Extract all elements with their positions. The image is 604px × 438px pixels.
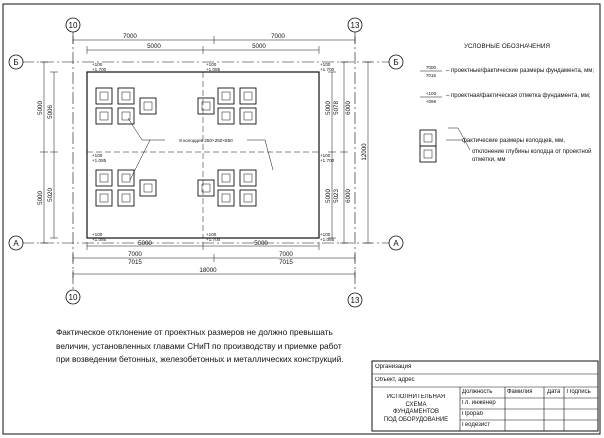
note-leader-left2: [130, 140, 150, 180]
dim-top-upper-right: 7000: [271, 33, 285, 40]
well-2-1: [118, 170, 134, 186]
level-top-right-a: +100: [320, 62, 331, 67]
dim-left-outer-top: 5000: [37, 101, 44, 115]
well-1-4: [198, 98, 214, 114]
well-3-0-inner: [222, 174, 230, 182]
note-line-3: при возведении бетонных, железобетонных и металлических конструкций.: [56, 354, 344, 365]
well-3-2: [218, 190, 234, 206]
well-1-2-inner: [222, 112, 230, 120]
well-0-1-inner: [122, 92, 130, 100]
well-2-0: [96, 170, 112, 186]
axis-label-a-left: A: [13, 239, 19, 248]
level-top-mid-a: +100: [206, 62, 217, 67]
level-top-left-a: +100: [92, 62, 103, 67]
dim-bottom-mid-left-actual: 7015: [128, 259, 142, 266]
axis-label-b-right: Б: [393, 58, 399, 67]
level-top-left-b: +1.700: [92, 67, 107, 72]
stamp-header-surname: Фамилия: [507, 389, 533, 395]
legend-sym1-bottom: 7015: [425, 73, 437, 78]
wells-note: 8 колодцев 250×250×850: [179, 138, 233, 143]
well-0-0-inner: [100, 92, 108, 100]
dim-right-upper-b: 5078: [333, 101, 340, 115]
stamp-title: [372, 394, 460, 424]
level-mid-right-a: +100: [320, 153, 331, 158]
stamp-title-line-4: ПОД ОБОРУДОВАНИЕ: [383, 416, 449, 423]
axis-label-13-bottom: 13: [350, 296, 360, 305]
well-3-3-inner: [244, 194, 252, 202]
stamp-header-date: Дата: [547, 389, 561, 395]
well-2-3-inner: [122, 194, 130, 202]
top-dimensions: [73, 36, 355, 54]
stamp-title-line-1: ИСПОЛНИТЕЛЬНАЯ: [386, 394, 446, 400]
legend-well-b-inner: [424, 150, 432, 158]
legend-title: УСЛОВНЫЕ ОБОЗНАЧЕНИЯ: [464, 43, 551, 50]
level-mid-left-b: +1.085: [92, 158, 107, 163]
well-0-2-inner: [100, 112, 108, 120]
legend-well-a-inner: [424, 134, 432, 142]
well-1-1: [240, 88, 256, 104]
note-line-1: Фактическое отклонение от проектных размеров не должно превышать: [56, 327, 333, 337]
level-bot-right-a: +100: [320, 232, 331, 237]
dim-right-lower-b: 5023: [333, 189, 340, 203]
well-0-1: [118, 88, 134, 104]
stamp-object: Объект, адрес: [375, 377, 415, 383]
well-3-4: [198, 180, 214, 196]
legend-sym2-bottom: +096: [425, 99, 437, 104]
axis-label-b-left: Б: [13, 58, 19, 67]
well-2-4-inner: [144, 184, 152, 192]
dim-right-upper-a: 5000: [325, 101, 332, 115]
legend-sym1-top: 7000: [425, 65, 437, 70]
legend-well-symbol: [420, 130, 436, 162]
level-bot-left-a: +100: [92, 232, 103, 237]
dim-top-upper-left: 7000: [123, 33, 137, 40]
dim-left-outer-bottom: 5000: [37, 191, 44, 205]
dim-bottom-mid-right-design: 7000: [279, 251, 293, 258]
well-1-0-inner: [222, 92, 230, 100]
axis-label-10-bottom: 10: [68, 293, 78, 302]
well-0-2: [96, 108, 112, 124]
well-1-3: [240, 108, 256, 124]
dim-left-inner-top: 5006: [47, 105, 54, 119]
legend-symbol-2: [420, 91, 442, 104]
legend-item2-text: – проектная/фактическая отметка фундамента, мм;: [446, 93, 591, 99]
well-0-4: [140, 98, 156, 114]
dim-left-inner-bottom: 5020: [47, 188, 54, 202]
level-top-mid-b: +1.085: [206, 67, 221, 72]
dim-bottom-inner-left: 5000: [138, 240, 152, 247]
level-bot-mid-b: +1.700: [206, 237, 221, 242]
well-1-2: [218, 108, 234, 124]
well-2-1-inner: [122, 174, 130, 182]
well-2-4: [140, 180, 156, 196]
dim-bottom-total: 18000: [199, 267, 217, 274]
legend-item3-text-a: фактические размеры колодцев, мм,: [462, 138, 565, 144]
note-leader-right: [247, 140, 273, 170]
well-3-0: [218, 170, 234, 186]
legend-item1-text: – проектные/фактические размеры фундамента, мм;: [446, 68, 595, 74]
dim-top-lower-right: 5000: [252, 43, 266, 50]
dim-right-total-a: 6000: [345, 101, 352, 115]
well-3-1-inner: [244, 174, 252, 182]
dim-top-lower-left: 5000: [147, 43, 161, 50]
stamp-role-chief-engineer: Гл. инженер: [462, 400, 496, 406]
dim-bottom-inner-right: 5000: [254, 240, 268, 247]
level-bot-mid-a: +100: [206, 232, 217, 237]
level-bot-left-b: +1.085: [92, 237, 107, 242]
well-0-3: [118, 108, 134, 124]
dim-bottom-mid-left-design: 7000: [128, 251, 142, 258]
dim-right-lower-a: 5000: [325, 189, 332, 203]
well-0-4-inner: [144, 102, 152, 110]
legend-well-a: [420, 130, 436, 146]
well-0-0: [96, 88, 112, 104]
well-3-2-inner: [222, 194, 230, 202]
stamp-role-foreman: Прораб: [462, 411, 484, 417]
legend-symbol-1: [420, 65, 442, 78]
stamp-role-surveyor: Геодезист: [462, 422, 490, 428]
well-1-3-inner: [244, 112, 252, 120]
axis-label-a-right: A: [393, 239, 399, 248]
level-top-right-b: +1.700: [320, 67, 335, 72]
dim-bottom-mid-right-actual: 7015: [279, 259, 293, 266]
well-2-2: [96, 190, 112, 206]
well-groups: [96, 88, 256, 206]
well-3-3: [240, 190, 256, 206]
axis-label-13-top: 13: [350, 21, 360, 30]
well-1-1-inner: [244, 92, 252, 100]
dim-right-overall: 12000: [361, 143, 368, 161]
legend-well-b: [420, 146, 436, 162]
level-bot-right-b: +1.085: [320, 237, 335, 242]
well-2-0-inner: [100, 174, 108, 182]
stamp-title-line-3: ФУНДАМЕНТОВ: [393, 409, 439, 416]
axis-label-10-top: 10: [68, 21, 78, 30]
left-dimensions: [40, 62, 58, 243]
stamp-header-signature: Подпись: [567, 389, 591, 395]
stamp-organization: Организация: [375, 364, 412, 370]
level-mid-left-a: +100: [92, 153, 103, 158]
note-line-2: величин, установленных главами СНиП по производству и приемке работ: [56, 340, 342, 351]
legend-sym2-top: +100: [425, 91, 437, 96]
title-block: [372, 361, 598, 431]
stamp-title-line-2: СХЕМА: [405, 401, 427, 408]
well-3-1: [240, 170, 256, 186]
general-note: [56, 326, 374, 367]
stamp-header-position: Должность: [462, 389, 493, 395]
dim-right-total-b: 6000: [345, 189, 352, 203]
well-1-0: [218, 88, 234, 104]
legend-item3-text-b: отклонение глубины колодца от проектной отметки, мм: [472, 149, 592, 164]
well-2-3: [118, 190, 134, 206]
well-2-2-inner: [100, 194, 108, 202]
level-mid-right-b: +1.700: [320, 158, 335, 163]
